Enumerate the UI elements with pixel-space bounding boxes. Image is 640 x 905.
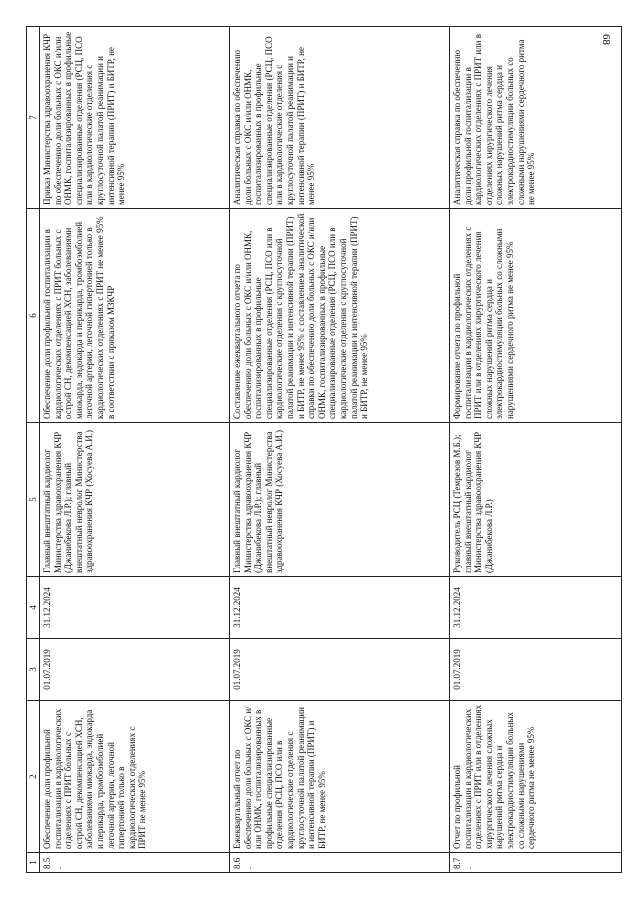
row-number: 8.7.: [450, 853, 622, 873]
row-number: 8.6.: [230, 853, 450, 873]
header-cell: 2: [27, 701, 40, 853]
measures-table: [26, 26, 622, 873]
header-cell: 1: [27, 853, 40, 873]
event-cell: Ежеквартальный отчет по обеспечению доли больных с ОКС и/или ОНМК, госпитализированных в профильные специализированные отделения (РСЦ, ПСО или в кардиологические отделения с круглосуточной палатой реанимации и интенсивной терапии (ПРИТ) и БИТР, не менее 95%: [230, 701, 450, 853]
page-number: 68: [600, 34, 612, 45]
header-cell: 6: [27, 209, 40, 423]
header-row: [27, 27, 40, 873]
end-date-cell: 31.12.2024: [40, 577, 230, 639]
start-date-cell: 01.07.2019: [450, 639, 622, 701]
end-date-cell: 31.12.2024: [230, 577, 450, 639]
result-cell: Аналитическая справка по обеспечению доли профильной госпитализации в кардиологических отделениях с ПРИТ или в отделениях хирургического лечения сложных нарушений ритма сердца и электрокардиостимуляции больных со сложными нарушениями сердечного ритма не менее 95%: [450, 27, 622, 209]
rotated-table-container: [26, 27, 622, 873]
header-cell: 3: [27, 639, 40, 701]
event-cell: Обеспечение доли профильной госпитализации в кардиологических отделениях с ПРИТ больных с острой СН, декомпенсацией ХСН, заболеваниями миокарда, эндокарда и перикарда, тромбоэмболией легочной артерии, легочной гипертонией только в кардиологических отделениях с ПРИТ не менее 95%: [40, 701, 230, 853]
responsible-cell: Главный внештатный кардиолог Министерства здравоохранения КЧР (Джанибекова Л.Р.); главный внештатный невролог Министерства здравоохранения КЧР (Хосуева А.И.): [230, 423, 450, 577]
responsible-cell: Главный внештатный кардиолог Министерства здравоохранения КЧР (Джанибекова Л.Р.); главный внештатный невролог Министерства здравоохранения КЧР (Хосуева А.И.): [40, 423, 230, 577]
responsible-cell: Руководитель РСЦ (Темрезов М.Б.); главный внештатный кардиолог Министерства здравоохранения КЧР (Джанибекова Л.Р.): [450, 423, 622, 577]
header-cell: 5: [27, 423, 40, 577]
result-cell: Аналитическая справка по обеспечению доли больных с ОКС и/или ОНМК, госпитализированных в профильные специализированные отделения (РСЦ, ПСО или в кардиологические отделения с круглосуточной палатой реанимации и интенсивной терапии (ПРИТ) и БИТР, не менее 95%: [230, 27, 450, 209]
description-cell: Формирование отчета по профильной госпитализации в кардиологических отделениях с ПРИТ или в отделениях хирургического лечения сложных нарушений ритма сердца и электрокардиостимуляции больных со сложными нарушениями сердечного ритма не менее 95%: [450, 209, 622, 423]
table-row: [450, 27, 622, 873]
table-row: [230, 27, 450, 873]
header-cell: 7: [27, 27, 40, 209]
header-cell: 4: [27, 577, 40, 639]
start-date-cell: 01.07.2019: [230, 639, 450, 701]
start-date-cell: 01.07.2019: [40, 639, 230, 701]
description-cell: Составление ежеквартального отчета по обеспечению доли больных с ОКС и/или ОНМК, госпитализированных в профильные специализированные отделения (РСЦ, ПСО или в кардиологические отделения с круглосуточной палатой реанимации и интенсивной терапии (ПРИТ) и БИТР, не менее 95% с составлением аналитической справки по обеспечению доли больных с ОКС и/или ОНМК, госпитализированных в профильные специализированные отделения (РСЦ, ПСО или в кардиологические отделения с круглосуточной палатой реанимации и интенсивной терапии (ПРИТ) и БИТР, не менее 95%: [230, 209, 450, 423]
description-cell: Обеспечение доли профильной госпитализации в кардиологических отделениях с ПРИТ больных с острой СН, декомпенсацией ХСН, заболеваниями миокарда, эндокарда и перикарда, тромбоэмболией легочной артерии, легочной гипертонией только в кардиологических отделениях с ПРИТ не менее 95% в соответствии с приказом МЗКЧР: [40, 209, 230, 423]
event-cell: Отчет по профильной госпитализации в кардиологических отделениях с ПРИТ или в отделениях хирургического лечения сложных нарушений ритма сердца и электрокардиостимуляции больных со сложными нарушениями сердечного ритма не менее 95%: [450, 701, 622, 853]
result-cell: Приказ Министерства здравоохранения КЧР по обеспечению доли больных с ОКС и/или ОНМК, госпитализированных в профильные специализированные отделения (РСЦ, ПСО или в кардиологические отделения с круглосуточной палатой реанимации и интенсивной терапии (ПРИТ) и БИТР, не менее 95%: [40, 27, 230, 209]
row-number: 8.5.: [40, 853, 230, 873]
table-row: [40, 27, 230, 873]
end-date-cell: 31.12.2024: [450, 577, 622, 639]
